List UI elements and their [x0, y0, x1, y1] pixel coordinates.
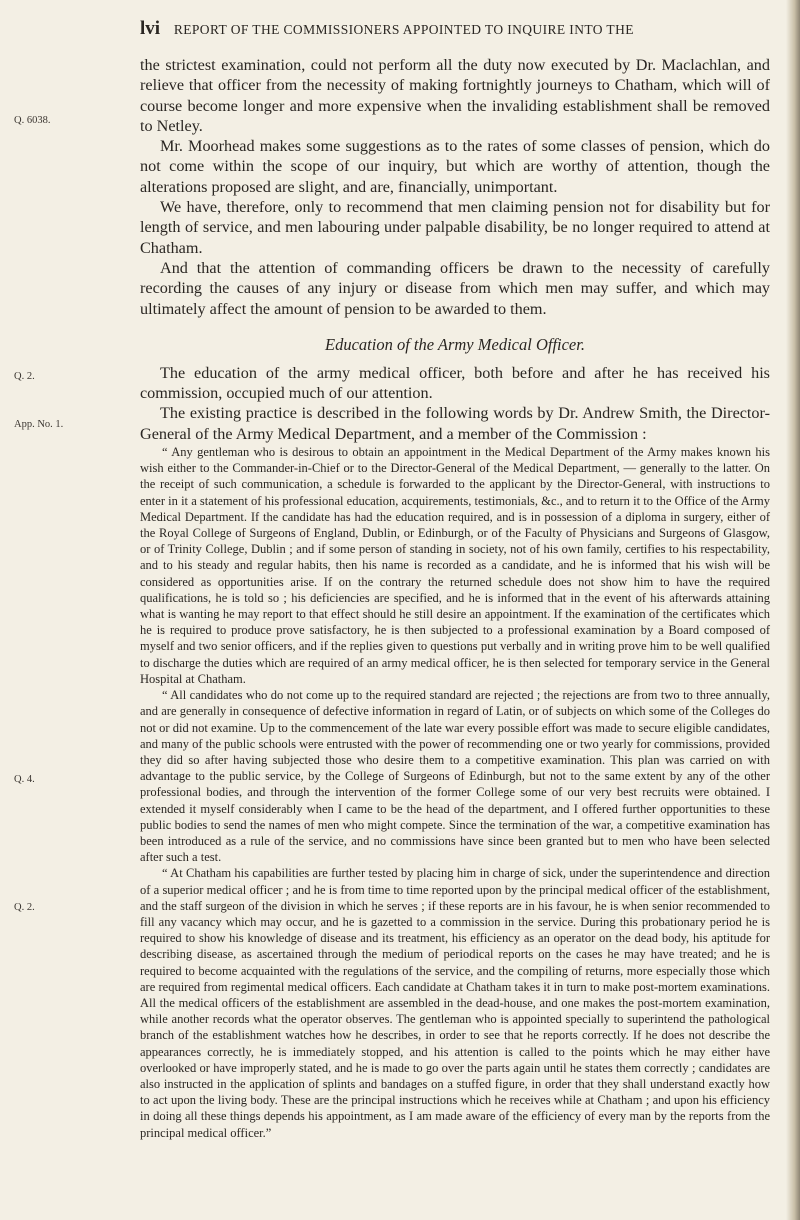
- quoted-paragraph: “ Any gentleman who is desirous to obtain an appointment in the Medical Department of the Army makes known his wish either to the Commander-in-Chief or to the Director-General of the Medical Department, — generally to the latter. On the receipt of such communication, a schedule is forwarded to the applicant by the Director-General, with instructions to enter in it a statement of his professional education, acquirements, testimonials, &c., and to return it to the Office of the Army Medical Department. If the candidate has had the education required, and is in possession of a diploma in surgery, either of the Royal College of Surgeons of England, Dublin, or Edinburgh, or of the Faculty of Physicians and Surgeons of Glasgow, or of Trinity College, Dublin ; and if some person of standing in society, not of his own family, certifies to his respectability, and to his steady and regular habits, then his name is recorded as a candidate, and he is informed that his wish will be considered as opportunities arise. If on the contrary the returned schedule does not show him to have the required qualifications, he is told so ; his deficiencies are specified, and he is informed that in the event of his afterwards attaining what is wanting he may report to that effect should he still desire an appointment. If the examination of the certificates which he is required to produce prove satisfactory, he is then subjected to a professional examination by a Board composed of myself and two senior officers, and if the replies given to questions put verbally and in writing prove him to be well qualified to discharge the duties which are required of an army medical officer, he is then selected for temporary service in the General Hospital at Chatham.: [140, 445, 770, 686]
- paragraph: We have, therefore, only to recommend that men claiming pension not for disability but for length of service, and men labouring under palpable disability, be no longer required to attend at Chatham.: [140, 198, 770, 257]
- running-title: REPORT OF THE COMMISSIONERS APPOINTED TO INQUIRE INTO THE: [173, 22, 634, 37]
- running-header: [140, 18, 780, 40]
- margin-note-q6038: Q. 6038.: [14, 115, 51, 126]
- paragraph: Mr. Moorhead makes some suggestions as to the rates of some classes of pension, which do not come within the scope of our inquiry, but which are worthy of attention, though the alterations proposed are slight, and are, financially, unimportant.: [140, 137, 770, 196]
- paragraph: The existing practice is described in the following words by Dr. Andrew Smith, the Director-General of the Army Medical Department, and a member of the Commission :: [140, 404, 770, 443]
- section-heading: Education of the Army Medical Officer.: [325, 334, 585, 354]
- paragraph: The education of the army medical officer, both before and after he has received his commission, occupied much of our attention.: [140, 363, 770, 403]
- margin-note-q2: Q. 2.: [14, 371, 35, 382]
- margin-note-app1: App. No. 1.: [14, 419, 64, 430]
- quoted-paragraph: “ At Chatham his capabilities are further tested by placing him in charge of sick, under the superintendence and direction of a superior medical officer ; and he is from time to time reported upon by the principal medical officer of the establishment, and the staff surgeon of the division in which he serves ; if these reports are in his favour, he is when senior recommended to fill any vacancy which may occur, and he is gazetted to a commission in the service. During this probationary period he is required to show his knowledge of disease and its treatment, his efficiency as an operator on the dead body, his aptitude for describing disease, as ascertained through the medium of periodical reports on the cases he may have treated; and he is required to become acquainted with the regulations of the service, and the compiling of returns, more especially those which are required from regimental medical officers. Each candidate at Chatham takes it in turn to make post-mortem examinations. All the medical officers of the establishment are assembled in the dead-house, and one makes the post-mortem examination, while another records what the operator observes. The gentleman who is appointed specially to superintend the pathological branch of the establishment watches how he describes, in order to see that he reports correctly. If he does not describe the appearances correctly, he is immediately stopped, and his attention is called to the points which he may either have overlooked or have improperly stated, and he is made to go over the parts again until he states them correctly ; candidates are also instructed in the application of splints and bandages on a stuffed figure, in order that they shall understand exactly how to act upon the living body. These are the principal instructions which he receives while at Chatham ; and upon his efficiency in doing all these things depends his appointment, as I am made aware of the efficiency of every man by the reports from the principal medical officer.”: [140, 866, 770, 1140]
- page-edge: [786, 0, 800, 1220]
- page-number: lvi: [140, 18, 161, 39]
- quoted-paragraph: “ All candidates who do not come up to the required standard are rejected ; the rejections are from two to three annually, and are generally in consequence of defective information in regard of Latin, or of subjects on which some of the Colleges do not or did not examine. Up to the commencement of the late war every possible effort was made to secure eligible candidates, and many of the public schools were entrusted with the power of recommending one or two yearly for commissions, provided they did so after having subjected those who desire them to a competitive examination. This plan was carried on with advantage to the public service, by the College of Surgeons of Edinburgh, but not to the same extent by any of the other professional bodies, and through the intervention of the former College some of our very best recruits were obtained. I extended it myself considerably when I came to be the head of the department, and I offered further opportunities to these public bodies to send the names of men who might compete. Since the termination of the war, a competitive examination has been introduced as a rule of the service, and no commissions have since been granted but to men who have been selected after such a test.: [140, 688, 770, 865]
- margin-note-q2b: Q. 2.: [14, 902, 35, 913]
- margin-note-q4: Q. 4.: [14, 774, 35, 785]
- paragraph: the strictest examination, could not perform all the duty now executed by Dr. Maclachlan, and relieve that officer from the necessity of making fortnightly journeys to Chatham, which will of course become longer and more expensive when the invaliding establishment shall be removed to Netley.: [140, 56, 770, 135]
- paragraph: And that the attention of commanding officers be drawn to the necessity of carefully recording the causes of any injury or disease from which men may suffer, and which may ultimately affect the amount of pension to be awarded to them.: [140, 258, 770, 318]
- body-text: [140, 55, 770, 1141]
